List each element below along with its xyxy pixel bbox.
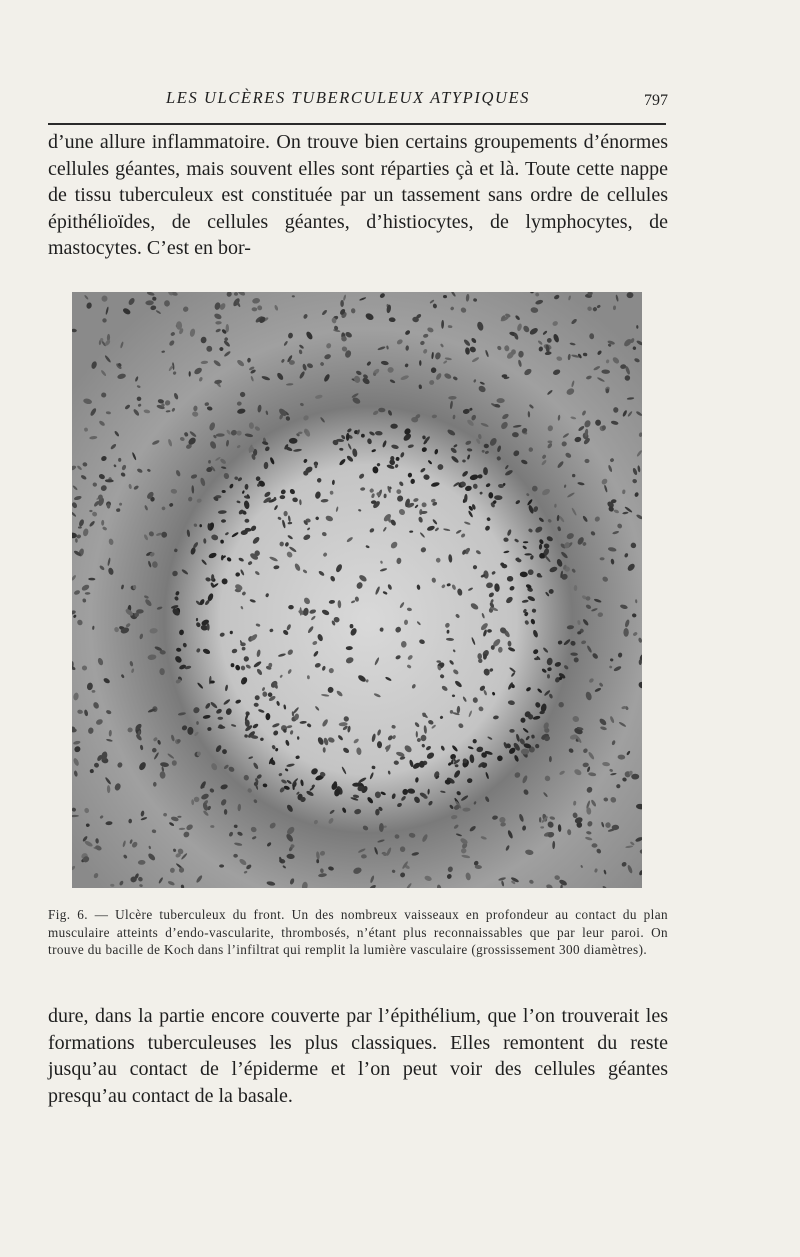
cell-nucleus (189, 371, 191, 377)
body-paragraph-bottom (48, 1003, 668, 1109)
running-title: LES ULCÈRES TUBERCULEUX ATYPIQUES (166, 88, 531, 107)
cell-nucleus (218, 717, 224, 720)
caption-text: Ulcère tuberculeux du front. Un des nombreux vaisseaux en profondeur au contact du plan musculaire atteints d’endo-vascularite, thrombosés, n’étant plus reconnaissables que par leur paroi. On trouve du bacille de Koch dans l’infiltrat qui remplit la lumière vasculaire (grossissement 300 diamètres). (48, 907, 668, 957)
cell-nucleus (390, 424, 397, 429)
paragraph-text-top: d’une allure inflammatoire. On trouve bien certains groupements d’énormes cellules géantes, mais souvent elles sont réparties çà et là. Toute cette nappe de tissu tuberculeux est constituée par un tassement sans ordre de cellules épithélioïdes, de cellules géantes, d’histiocytes, de lymphocytes, de mastocytes. C’est en bor- (48, 131, 668, 259)
cell-nucleus (224, 809, 227, 815)
micrograph-image (72, 292, 642, 888)
cell-nucleus (592, 843, 598, 847)
cell-nucleus (340, 300, 344, 307)
cell-nucleus (497, 398, 505, 403)
header-rule (48, 123, 666, 125)
page-number: 797 (644, 92, 668, 109)
cell-nucleus (509, 729, 514, 733)
body-paragraph-top (48, 129, 668, 262)
cell-nucleus (137, 397, 142, 401)
cell-nucleus (289, 438, 298, 444)
caption-label: Fig. 6. — (48, 907, 109, 922)
cell-nucleus (226, 324, 229, 332)
cell-nucleus (521, 749, 529, 755)
figure-caption (48, 906, 668, 959)
cell-nucleus (172, 760, 177, 766)
cell-nucleus (623, 628, 628, 637)
cell-nucleus (540, 826, 544, 828)
micrograph-figure (72, 292, 642, 888)
running-head (48, 86, 668, 122)
paragraph-text-bottom: dure, dans la partie encore couverte par l’épithélium, que l’on trouverait les formations tuberculeuses les plus classiques. Elles remontent du reste jusqu’au contact de l’épiderme et l’on peut voir des cellules géantes presqu’au contact de la basale. (48, 1005, 668, 1107)
